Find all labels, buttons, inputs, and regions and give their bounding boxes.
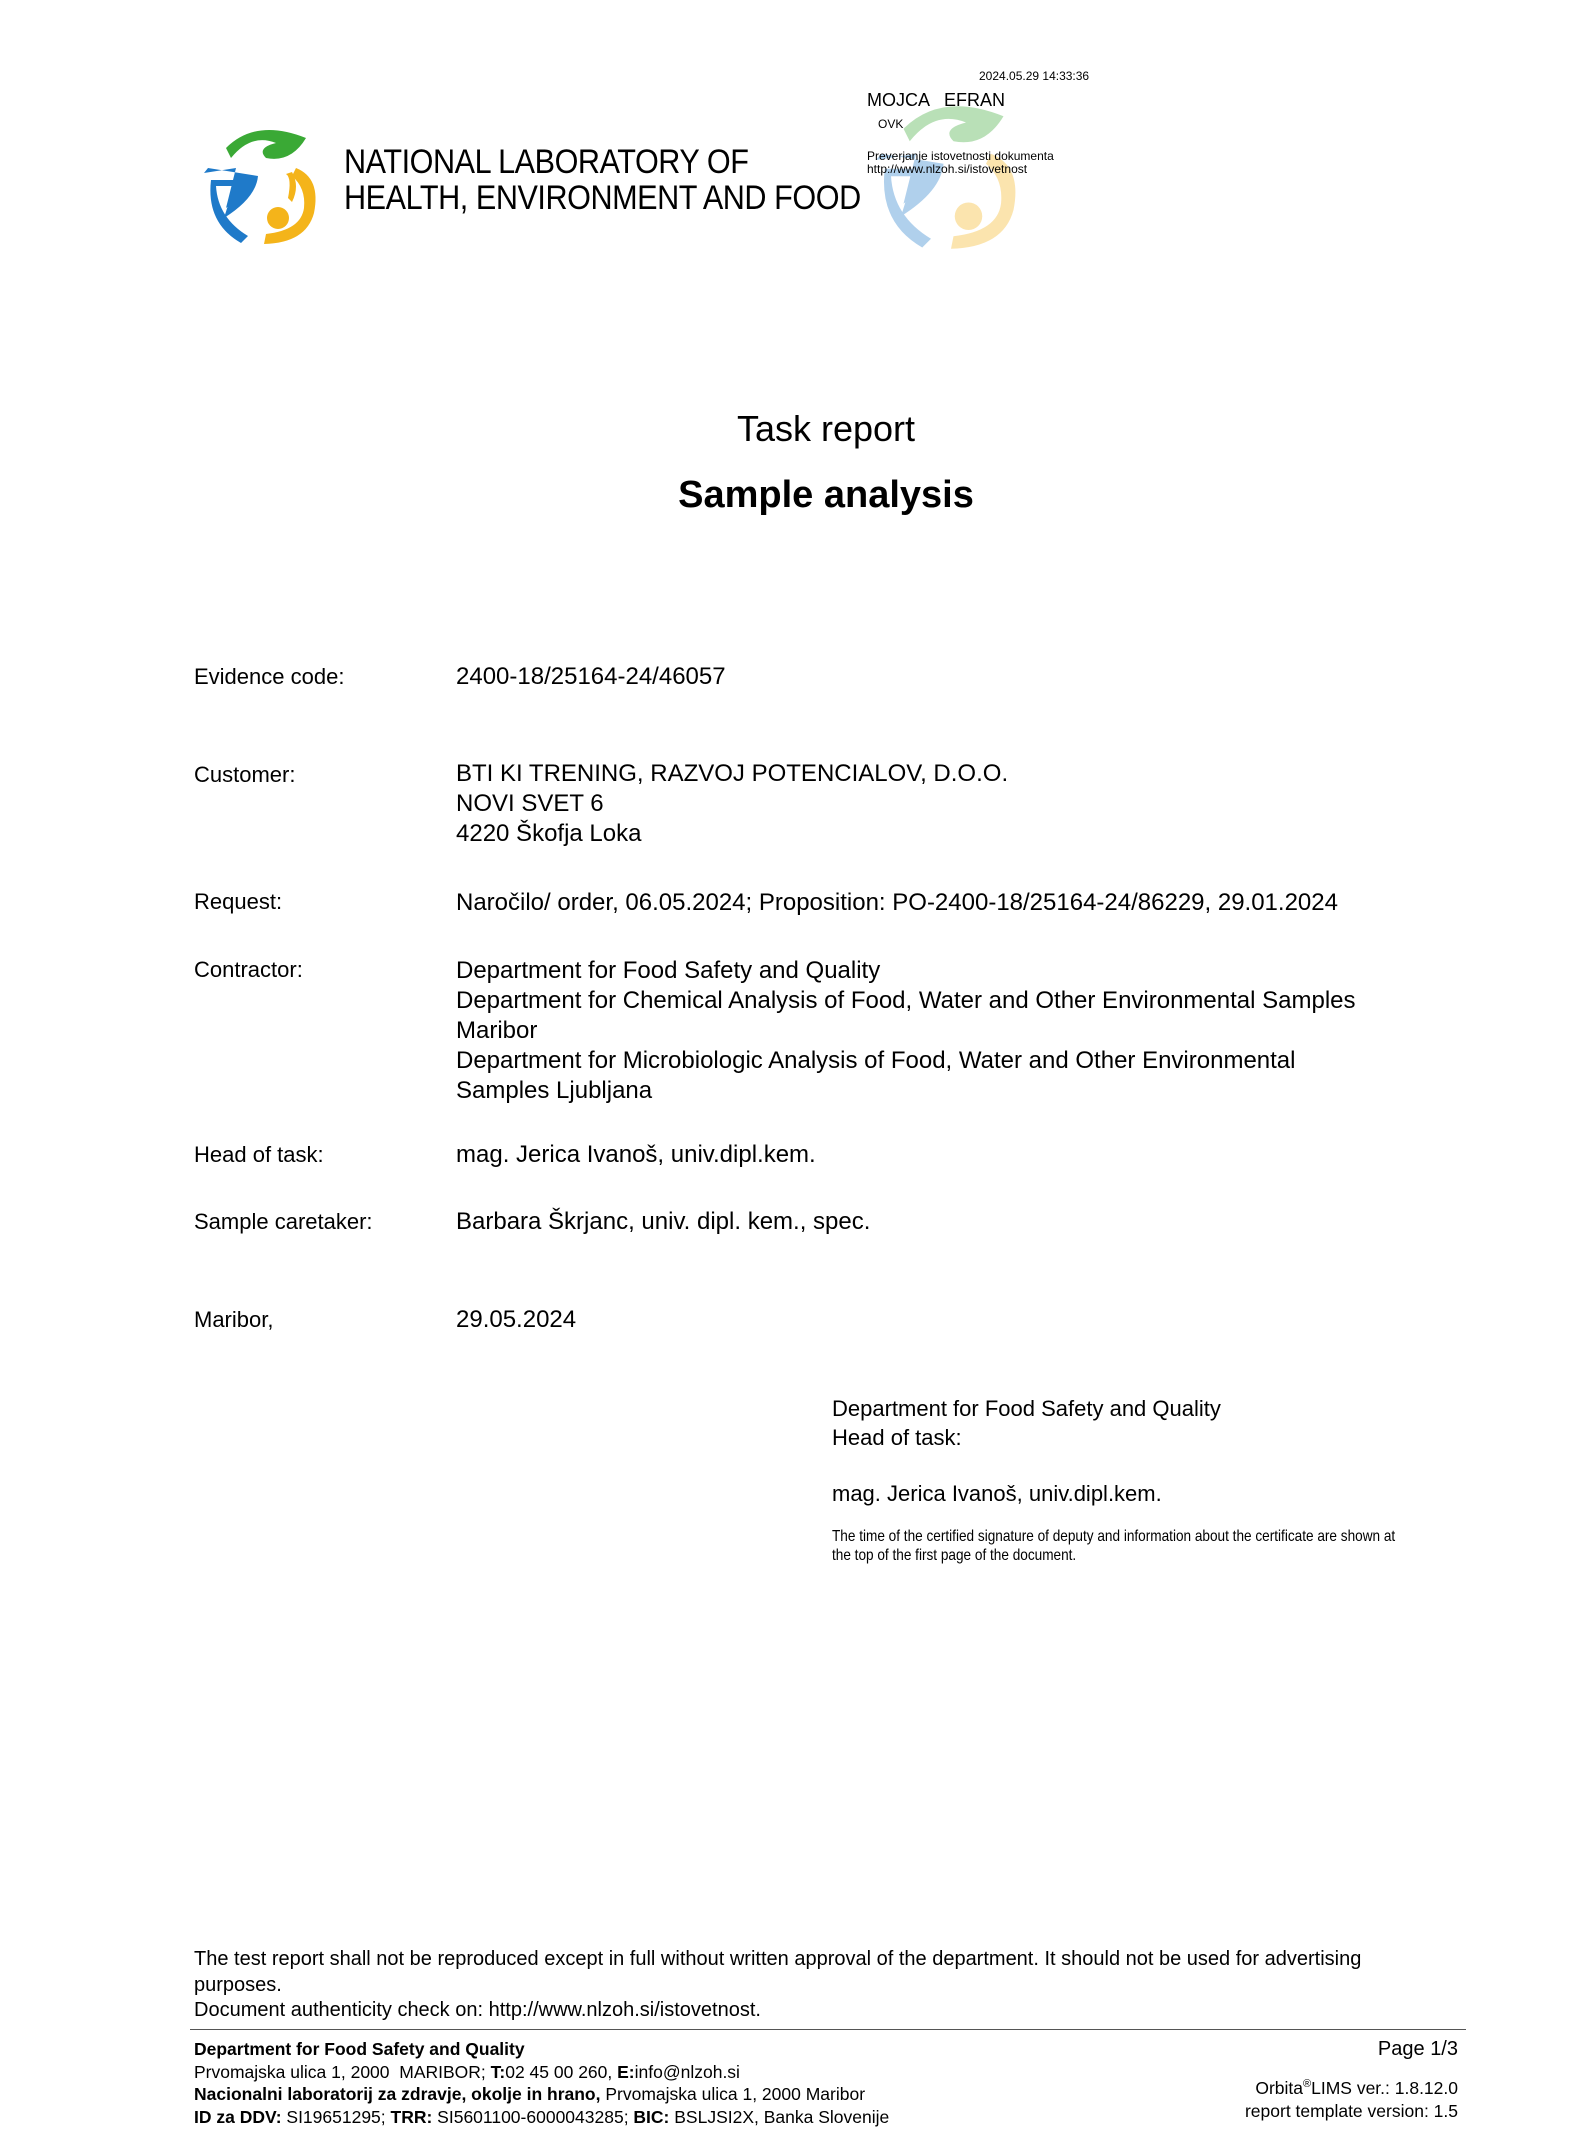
footer-bank [194,2106,889,2129]
stamp-unit: OVK [878,117,904,131]
contractor-line: Department for Chemical Analysis of Food, Water and Other Environmental Samples [456,987,1356,1014]
evidence-code-value: 2400-18/25164-24/46057 [456,663,726,690]
footer-info [194,2038,889,2128]
vat-label: ID za DDV: [194,2106,282,2127]
report-type: Task report [736,408,916,449]
customer-street: NOVI SVET 6 [456,790,604,817]
footer-divider [190,2029,1466,2030]
evidence-code-label: Evidence code: [194,664,345,689]
signature-note-line: The time of the certified signature of deputy and information about the certificate are shown at [832,1528,1396,1545]
page-number: Page 1/3 [1377,2038,1458,2060]
signature-note [832,1527,1395,1565]
contractor-label: Contractor: [194,957,303,982]
request-value: Naročilo/ order, 06.05.2024; Proposition: PO-2400-18/25164-24/86229, 29.01.2024 [456,889,1338,916]
customer-label: Customer: [194,762,296,787]
lims-version [1255,2078,1458,2099]
logo-text-line2: HEALTH, ENVIRONMENT AND FOOD [344,179,861,217]
customer-name: BTI KI TRENING, RAZVOJ POTENCIALOV, D.O.O. [456,760,1009,787]
bic-value: BSLJSI2X, Banka Slovenije [669,2106,890,2127]
org-address: Prvomajska ulica 1, 2000 Maribor [600,2084,866,2104]
tel-label: T: [490,2061,506,2082]
lims-suffix: LIMS ver.: 1.8.12.0 [1311,2078,1458,2098]
place-label: Maribor, [194,1307,274,1332]
registered-mark: ® [1303,2078,1312,2091]
request-label: Request: [194,889,283,914]
contractor-line: Maribor [456,1017,538,1044]
signature-note-line: the top of the first page of the document. [832,1547,1077,1564]
trr-label: TRR: [390,2106,433,2127]
stamp-verify-text: Preverjanje istovetnosti dokumenta [867,149,1054,163]
logo-text-line1: NATIONAL LABORATORY OF [344,143,749,181]
date-value: 29.05.2024 [456,1306,577,1333]
template-version: report template version: 1.5 [1244,2101,1458,2121]
stamp-timestamp: 2024.05.29 14:33:36 [979,69,1090,83]
signature-role: Head of task: [832,1425,962,1450]
footer-department: Department for Food Safety and Quality [194,2039,525,2059]
signature-name: mag. Jerica Ivanoš, univ.dipl.kem. [832,1481,1162,1506]
stamp-signer: MOJCA EFRAN [867,90,1006,110]
disclaimer-line: purposes. [194,1973,282,1996]
contractor-line: Samples Ljubljana [456,1077,653,1104]
lims-prefix: Orbita [1255,2078,1303,2098]
signature-block [832,1394,1221,1508]
sample-caretaker-value: Barbara Škrjanc, univ. dipl. kem., spec. [456,1208,871,1235]
email-value[interactable]: info@nlzoh.si [634,2061,740,2082]
authenticity-check: Document authenticity check on: http://www.nlzoh.si/istovetnost. [194,1999,761,2021]
trr-value: SI5601100-6000043285; [432,2106,634,2127]
vat-value: SI19651295; [281,2106,391,2127]
signature-department: Department for Food Safety and Quality [832,1396,1221,1421]
logo-emblem-icon [196,118,324,248]
head-of-task-value: mag. Jerica Ivanoš, univ.dipl.kem. [456,1141,816,1168]
footer-org [194,2083,889,2106]
logo-text [344,144,861,216]
footer-contact [194,2061,889,2084]
head-of-task-label: Head of task: [194,1142,324,1167]
customer-value [456,759,1008,849]
bic-label: BIC: [633,2106,670,2127]
sample-caretaker-label: Sample caretaker: [194,1209,373,1234]
disclaimer [194,1947,1361,2024]
nlzoh-logo [196,118,324,248]
disclaimer-line: The test report shall not be reproduced except in full without written approval of the department. It should not be used for advertising [194,1948,1362,1970]
email-label: E: [617,2061,635,2082]
contractor-line: Department for Food Safety and Quality [456,957,881,984]
footer-address: Prvomajska ulica 1, 2000 MARIBOR; [194,2061,491,2082]
contractor-value [456,956,1356,1106]
report-title: Sample analysis [678,474,974,516]
tel-value: 02 45 00 260, [505,2061,618,2082]
stamp-verify-url[interactable]: http://www.nlzoh.si/istovetnost [867,162,1028,176]
contractor-line: Department for Microbiologic Analysis of Food, Water and Other Environmental [456,1047,1296,1074]
org-name: Nacionalni laboratorij za zdravje, okolje in hrano, [194,2084,601,2104]
customer-city: 4220 Škofja Loka [456,820,642,847]
